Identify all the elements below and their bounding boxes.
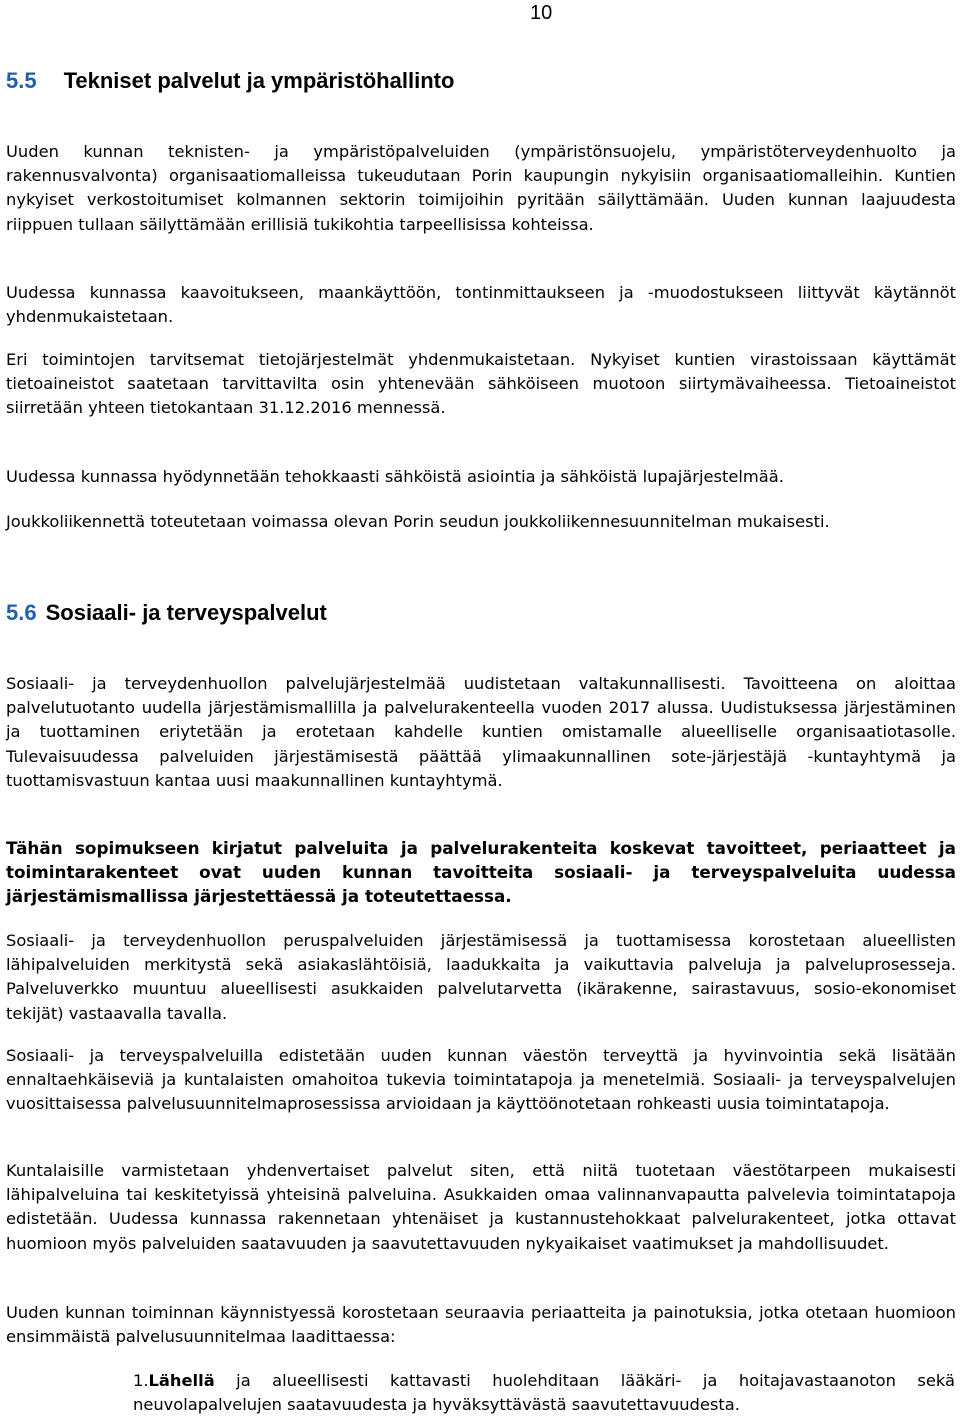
list-marker: 1. <box>133 1371 149 1390</box>
paragraph: Uudessa kunnassa kaavoitukseen, maankäyttöön, tontinmittaukseen ja -muodostukseen liittyvät käytännöt yhdenmukaistetaan. <box>6 283 956 327</box>
list-item <box>133 1369 955 1417</box>
paragraph-emphasis: Tähän sopimukseen kirjatut palveluita ja palvelurakenteita koskevat tavoitteet, periaatteet ja toimintarakenteet ovat uuden kunnan tavoitteita sosiaali- ja terveyspalveluita uudessa järjestämismallissa järjestettäessä ja toteutettaessa. <box>6 838 956 907</box>
section-title: Tekniset palvelut ja ympäristöhallinto <box>63 68 455 93</box>
paragraph: Uuden kunnan teknisten- ja ympäristöpalveluiden (ympäristönsuojelu, ympäristöterveydenhuolto ja rakennusvalvonta) organisaatiomalleissa tukeudutaan Porin kaupungin nykyisiin organisaatiomalleihin. Kuntien nykyiset verkostoitumiset kolmannen sektorin toimijoihin pyritään säilyttämään. Uuden kunnan laajuudesta riippuen tullaan säilyttämään erillisiä tukikohtia tarpeellisissa kohteissa. <box>6 142 956 234</box>
paragraph: Joukkoliikennettä toteutetaan voimassa olevan Porin seudun joukkoliikennesuunnitelman mukaisesti. <box>6 512 830 531</box>
list-item-text: ja alueellisesti kattavasti huolehditaan lääkäri- ja hoitajavastaanoton sekä neuvolapalvelujen saatavuudesta ja hyväksyttävästä saavutettavuudesta. <box>133 1371 955 1415</box>
section-title: Sosiaali- ja terveyspalvelut <box>45 600 327 625</box>
section-number: 5.6 <box>6 600 37 625</box>
paragraph: Sosiaali- ja terveydenhuollon peruspalveluiden järjestämisessä ja tuottamisessa korostetaan alueellisten lähipalveluiden merkitystä sekä asiakaslähtöisiä, laadukkaita ja vaikuttavia palveluja ja palveluprosesseja. Palveluverkko muuntuu alueellisesti asukkaiden palvelutarvetta (ikärakenne, sairastavuus, sosio-ekonomiset tekijät) vastaavalla tavalla. <box>6 931 956 1023</box>
paragraph: Uudessa kunnassa hyödynnetään tehokkaasti sähköistä asiointia ja sähköistä lupajärjestelmää. <box>6 467 784 486</box>
page-number: 10 <box>530 2 553 24</box>
paragraph: Kuntalaisille varmistetaan yhdenvertaiset palvelut siten, että niitä tuotetaan väestötarpeen mukaisesti lähipalveluina tai keskitetyissä yhteisinä palveluina. Asukkaiden omaa valinnanvapautta palvelevia toimintatapoja edistetään. Uudessa kunnassa rakennetaan yhtenäiset ja kustannustehokkaat palvelurakenteet, jotka ottavat huomioon myös palveluiden saatavuuden ja saavutettavuuden nykyaikaiset vaatimukset ja mahdollisuudet. <box>6 1161 956 1253</box>
list-item-lead: Lähellä <box>148 1371 215 1390</box>
section-heading-5-6 <box>6 600 327 626</box>
paragraph: Sosiaali- ja terveyspalveluilla edistetään uuden kunnan väestön terveyttä ja hyvinvointia sekä lisätään ennaltaehkäiseviä ja kuntalaisten omahoitoa tukevia toimintatapoja ja menetelmiä. Sosiaali- ja terveyspalvelujen vuosittaisessa palvelusuunnitelmaprosessissa arvioidaan ja käyttöönotetaan rohkeasti uusia toimintatapoja. <box>6 1046 956 1114</box>
paragraph: Eri toimintojen tarvitsemat tietojärjestelmät yhdenmukaistetaan. Nykyiset kuntien virastoissaan käyttämät tietoaineistot saatetaan tarvittavilta osin yhtenevään sähköiseen muotoon siirtymävaiheessa. Tietoaineistot siirretään yhteen tietokantaan 31.12.2016 mennessä. <box>6 350 956 418</box>
paragraph: Sosiaali- ja terveydenhuollon palvelujärjestelmää uudistetaan valtakunnallisesti. Tavoitteena on aloittaa palvelutuotanto uudella järjestämismallilla ja palvelurakenteella vuoden 2017 alussa. Uudistuksessa järjestäminen ja tuottaminen eriytetään ja erotetaan kahdelle kuntien omistamalle alueelliselle organisaatiotasolle. Tulevaisuudessa palveluiden järjestämisestä päättää ylimaakunnallinen sote-järjestäjä -kuntayhtymä ja tuottamisvastuun kantaa uusi maakunnallinen kuntayhtymä. <box>6 674 956 790</box>
section-number: 5.5 <box>6 68 37 93</box>
section-heading-5-5 <box>6 68 454 94</box>
paragraph: Uuden kunnan toiminnan käynnistyessä korostetaan seuraavia periaatteita ja painotuksia, jotka otetaan huomioon ensimmäistä palvelusuunnitelmaa laadittaessa: <box>6 1303 956 1347</box>
